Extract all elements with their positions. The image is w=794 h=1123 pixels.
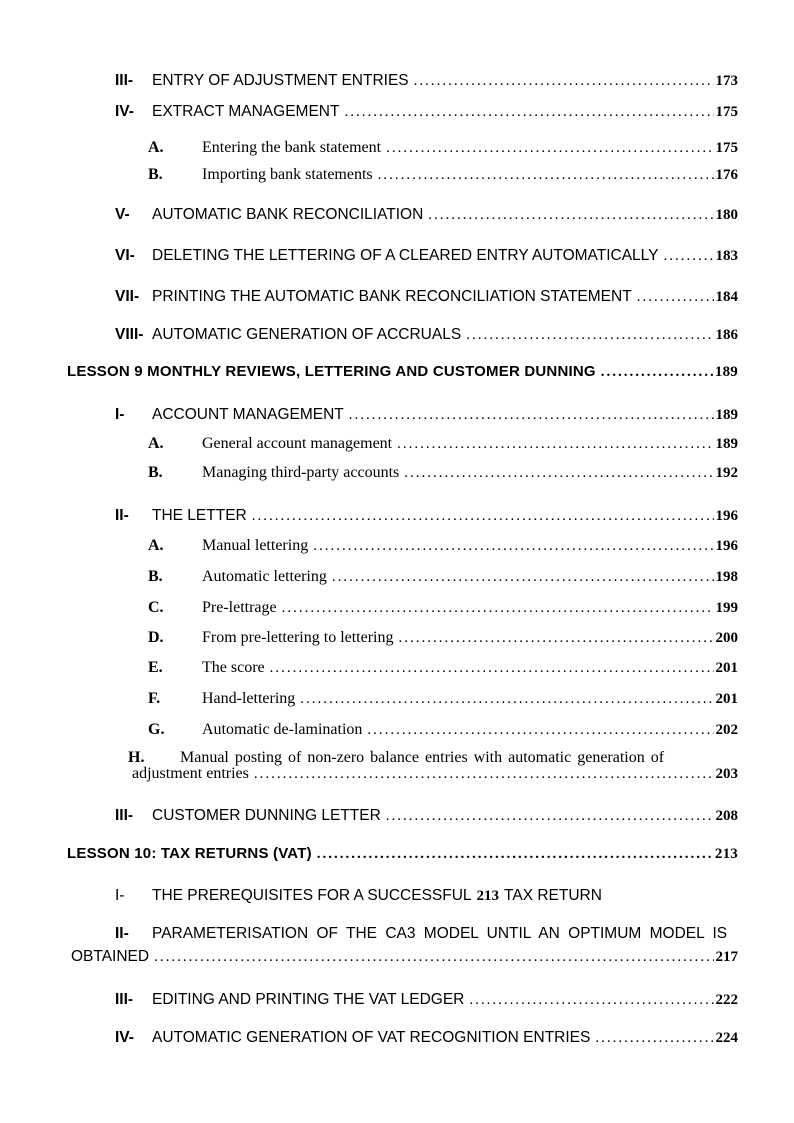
toc-entry <box>67 507 738 525</box>
toc-entry <box>67 1029 738 1047</box>
toc-entry <box>67 139 738 157</box>
dot-leader <box>637 289 714 306</box>
page-number: 183 <box>715 248 738 264</box>
entry-number: V- <box>115 206 130 223</box>
entry-title: From pre-lettering to lettering <box>202 629 394 646</box>
toc-entry-line2 <box>67 766 738 782</box>
dot-leader <box>154 949 713 966</box>
entry-title: AUTOMATIC GENERATION OF VAT RECOGNITION ENTRIES <box>152 1029 591 1046</box>
entry-number: IV- <box>115 103 134 120</box>
toc-lesson-heading <box>67 845 738 863</box>
entry-title: Importing bank statements <box>202 166 373 183</box>
toc-entry <box>67 247 738 265</box>
entry-title: PRINTING THE AUTOMATIC BANK RECONCILIATION STATEMENT <box>152 288 632 305</box>
toc-lesson-heading <box>67 363 738 381</box>
dot-leader <box>386 808 714 825</box>
dot-leader <box>378 167 714 184</box>
page-number: 184 <box>715 289 738 305</box>
entry-title: LESSON 10: TAX RETURNS (VAT) <box>67 845 312 862</box>
entry-number: II- <box>115 925 129 942</box>
page-number: 203 <box>715 766 738 782</box>
entry-title: Hand-lettering <box>202 690 296 707</box>
toc-entry <box>67 991 738 1009</box>
dot-leader <box>386 140 713 157</box>
entry-title: LESSON 9 MONTHLY REVIEWS, LETTERING AND CUSTOMER DUNNING <box>67 363 596 380</box>
dot-leader <box>428 207 713 224</box>
dot-leader <box>349 407 714 424</box>
toc-entry <box>67 721 738 739</box>
entry-number: III- <box>115 991 134 1008</box>
page-number: 189 <box>715 407 738 423</box>
toc-entry-line2 <box>67 948 738 966</box>
page-number: 186 <box>715 327 738 343</box>
toc-entry <box>67 288 738 306</box>
dot-leader <box>367 722 713 739</box>
toc-entry <box>67 659 738 677</box>
page-number: 208 <box>715 808 738 824</box>
dot-leader <box>313 538 713 555</box>
entry-title: Automatic de-lamination <box>202 721 363 738</box>
entry-number: A. <box>148 435 164 452</box>
entry-title: AUTOMATIC BANK RECONCILIATION <box>152 206 424 223</box>
entry-title <box>152 887 602 905</box>
toc-entry <box>67 206 738 224</box>
entry-title: General account management <box>202 435 393 452</box>
toc-entry <box>67 464 738 482</box>
toc-entry <box>67 807 738 825</box>
toc-entry <box>67 537 738 555</box>
toc-entry <box>67 103 738 121</box>
dot-leader <box>397 436 713 453</box>
page-number: 200 <box>715 630 738 646</box>
entry-number: A. <box>148 537 164 554</box>
entry-number: III- <box>115 807 134 824</box>
page-number: 180 <box>715 207 738 223</box>
toc-entry <box>67 166 738 184</box>
entry-title-continued: adjustment entries <box>132 765 249 782</box>
entry-number: H. <box>128 749 145 766</box>
toc-entry <box>67 406 738 424</box>
toc-entry <box>67 568 738 586</box>
page-number: 175 <box>715 140 738 156</box>
page-number: 198 <box>715 569 738 585</box>
dot-leader <box>317 846 713 863</box>
entry-title: Entering the bank statement <box>202 139 382 156</box>
entry-title-text: TAX RETURN <box>504 887 602 904</box>
page-number: 192 <box>715 465 738 481</box>
toc-entry <box>67 690 738 708</box>
dot-leader <box>595 1030 713 1047</box>
toc-entry <box>67 750 738 782</box>
entry-title: Managing third-party accounts <box>202 464 400 481</box>
toc-entry <box>67 72 738 90</box>
entry-title: PARAMETERISATION OF THE CA3 MODEL UNTIL AN OPTIMUM MODEL IS <box>152 925 728 942</box>
entry-number: E. <box>148 659 163 676</box>
toc-entry <box>67 599 738 617</box>
dot-leader <box>404 465 713 482</box>
dot-leader <box>466 327 713 344</box>
page-number: 224 <box>715 1030 738 1046</box>
dot-leader <box>332 569 714 586</box>
page-number: 202 <box>715 722 738 738</box>
entry-title: The score <box>202 659 265 676</box>
dot-leader <box>399 630 714 647</box>
entry-number: III- <box>115 72 134 89</box>
entry-title-text: THE PREREQUISITES FOR A SUCCESSFUL <box>152 887 472 904</box>
entry-number: B. <box>148 166 163 183</box>
page-number: 189 <box>714 364 738 380</box>
entry-title: Automatic lettering <box>202 568 327 585</box>
toc-entry-line1 <box>67 750 738 766</box>
page-number: 196 <box>715 538 738 554</box>
entry-number: I- <box>115 406 125 423</box>
dot-leader <box>300 691 713 708</box>
entry-title-continued: OBTAINED <box>71 948 150 965</box>
entry-title: THE LETTER <box>152 507 247 524</box>
toc-entry <box>67 887 738 905</box>
entry-number: D. <box>148 629 164 646</box>
dot-leader <box>270 660 714 677</box>
page-number: 217 <box>715 949 738 965</box>
toc-entry <box>67 925 738 966</box>
dot-leader <box>663 248 713 265</box>
page-number: 199 <box>715 600 738 616</box>
toc-entry <box>67 435 738 453</box>
dot-leader <box>601 364 713 381</box>
page-number: 175 <box>715 104 738 120</box>
entry-number: G. <box>148 721 165 738</box>
entry-title: AUTOMATIC GENERATION OF ACCRUALS <box>152 326 462 343</box>
entry-number: C. <box>148 599 164 616</box>
entry-number: VI- <box>115 247 135 264</box>
entry-number: IV- <box>115 1029 134 1046</box>
entry-title: ACCOUNT MANAGEMENT <box>152 406 344 423</box>
page-number: 213 <box>714 846 738 862</box>
entry-title: CUSTOMER DUNNING LETTER <box>152 807 381 824</box>
inline-page-number: 213 <box>476 888 500 904</box>
dot-leader <box>414 73 714 90</box>
entry-number: II- <box>115 507 129 524</box>
page-number: 222 <box>715 992 738 1008</box>
entry-number: VII- <box>115 288 140 305</box>
dot-leader <box>344 104 713 121</box>
page-number: 173 <box>715 73 738 89</box>
entry-title: DELETING THE LETTERING OF A CLEARED ENTRY AUTOMATICALLY <box>152 247 659 264</box>
page-number: 189 <box>715 436 738 452</box>
entry-number: A. <box>148 139 164 156</box>
entry-number: B. <box>148 568 163 585</box>
entry-title: Manual lettering <box>202 537 309 554</box>
table-of-contents <box>67 72 738 1047</box>
entry-title: EXTRACT MANAGEMENT <box>152 103 340 120</box>
dot-leader <box>252 508 714 525</box>
toc-entry <box>67 629 738 647</box>
entry-number: B. <box>148 464 163 481</box>
page-number: 176 <box>715 167 738 183</box>
toc-entry <box>67 326 738 344</box>
entry-number: VIII- <box>115 326 144 343</box>
entry-title: ENTRY OF ADJUSTMENT ENTRIES <box>152 72 409 89</box>
entry-title: Pre-lettrage <box>202 599 277 616</box>
dot-leader <box>254 766 714 782</box>
entry-number: I- <box>115 887 125 904</box>
dot-leader <box>282 600 714 617</box>
toc-entry-line1 <box>67 925 738 942</box>
page-number: 196 <box>715 508 738 524</box>
page-number: 201 <box>715 660 738 676</box>
page-number: 201 <box>715 691 738 707</box>
entry-title: EDITING AND PRINTING THE VAT LEDGER <box>152 991 465 1008</box>
entry-number: F. <box>148 690 161 707</box>
entry-title: Manual posting of non-zero balance entries with automatic generation of <box>180 749 665 766</box>
dot-leader <box>469 992 713 1009</box>
